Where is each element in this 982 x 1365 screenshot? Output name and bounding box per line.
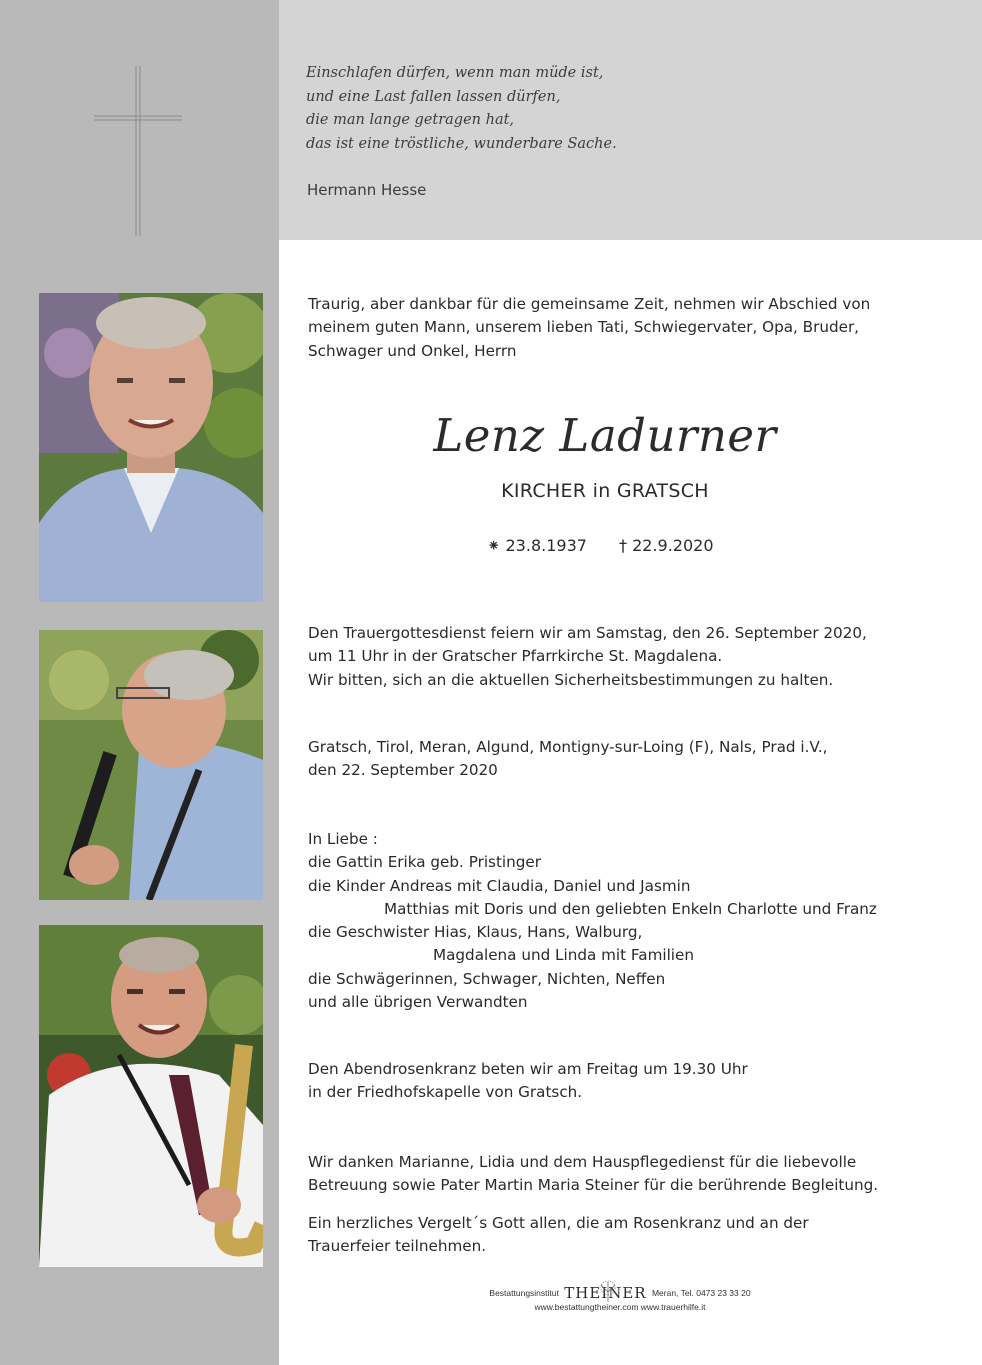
cross-icon [94,66,182,236]
places-line: den 22. September 2020 [308,761,498,780]
gratitude-line: Trauerfeier teilnehmen. [308,1237,487,1256]
rosary-line: in der Friedhofskapelle von Gratsch. [308,1083,583,1102]
deceased-subtitle: KIRCHER in GRATSCH [501,480,709,502]
footer-prefix: Bestattungsinstitut [489,1288,559,1298]
service-line: Den Trauergottesdienst feiern wir am Samstag, den 26. September 2020, [308,624,867,642]
thanks-line: Betreuung sowie Pater Martin Maria Steiner für die berührende Begleitung. [308,1176,879,1195]
family-line: die Geschwister Hias, Klaus, Hans, Walburg, [308,923,643,942]
family-line: und alle übrigen Verwandten [308,993,528,1012]
death-date: † 22.9.2020 [619,536,714,555]
family-line: die Schwägerinnen, Schwager, Nichten, Neffen [308,969,666,988]
thanks-line: Wir danken Marianne, Lidia und dem Hauspflegedienst für die liebevolle [308,1153,857,1171]
family-line: In Liebe : [308,830,378,848]
places-line: Gratsch, Tirol, Meran, Algund, Montigny-sur-Loing (F), Nals, Prad i.V., [308,738,828,756]
footer-contact: Meran, Tel. 0473 23 33 20 [651,1288,751,1298]
family-line: Magdalena und Linda mit Familien [433,946,694,965]
intro-line: Schwager und Onkel, Herrn [308,341,517,360]
service-line: Wir bitten, sich an die aktuellen Sicherheitsbestimmungen zu halten. [308,670,834,689]
footer-brand: THEINER [564,1284,647,1302]
saxophone-photo [39,925,263,1267]
intro-line: Traurig, aber dankbar für die gemeinsame Zeit, nehmen wir Abschied von [308,295,871,313]
service-text [308,622,867,692]
rosary-line: Den Abendrosenkranz beten wir am Freitag um 19.30 Uhr [308,1060,748,1078]
places-text [308,736,828,783]
funeral-home-footer [470,1284,770,1312]
thanks-text [308,1151,878,1198]
hesse-quote [306,62,906,156]
family-line: die Kinder Andreas mit Claudia, Daniel und Jasmin [308,876,691,895]
clarinet-photo [39,630,263,900]
gratitude-text [308,1212,809,1259]
quote-author: Hermann Hesse [307,181,427,199]
intro-line: meinem guten Mann, unserem lieben Tati, Schwiegervater, Opa, Bruder, [308,318,860,337]
service-line: um 11 Uhr in der Gratscher Pfarrkirche St. Magdalena. [308,647,723,666]
footer-web[interactable]: www.bestattungtheiner.com www.trauerhilfe.it [534,1302,706,1312]
quote-line: das ist eine tröstliche, wunderbare Sache. [306,135,617,152]
tree-logo-icon [590,1280,626,1302]
rosary-text [308,1058,748,1105]
family-line: Matthias mit Doris und den geliebten Enkeln Charlotte und Franz [384,899,877,918]
portrait-photo [39,293,263,602]
birth-date: ⁕ 23.8.1937 [487,536,587,555]
family-list [308,828,877,1014]
deceased-name: Lenz Ladurner [433,409,777,462]
gratitude-line: Ein herzliches Vergelt´s Gott allen, die am Rosenkranz und an der [308,1214,809,1232]
quote-line: die man lange getragen hat, [306,112,515,128]
intro-text [308,293,870,363]
quote-line: und eine Last fallen lassen dürfen, [306,88,561,105]
quote-line: Einschlafen dürfen, wenn man müde ist, [306,65,604,81]
family-line: die Gattin Erika geb. Pristinger [308,853,541,872]
